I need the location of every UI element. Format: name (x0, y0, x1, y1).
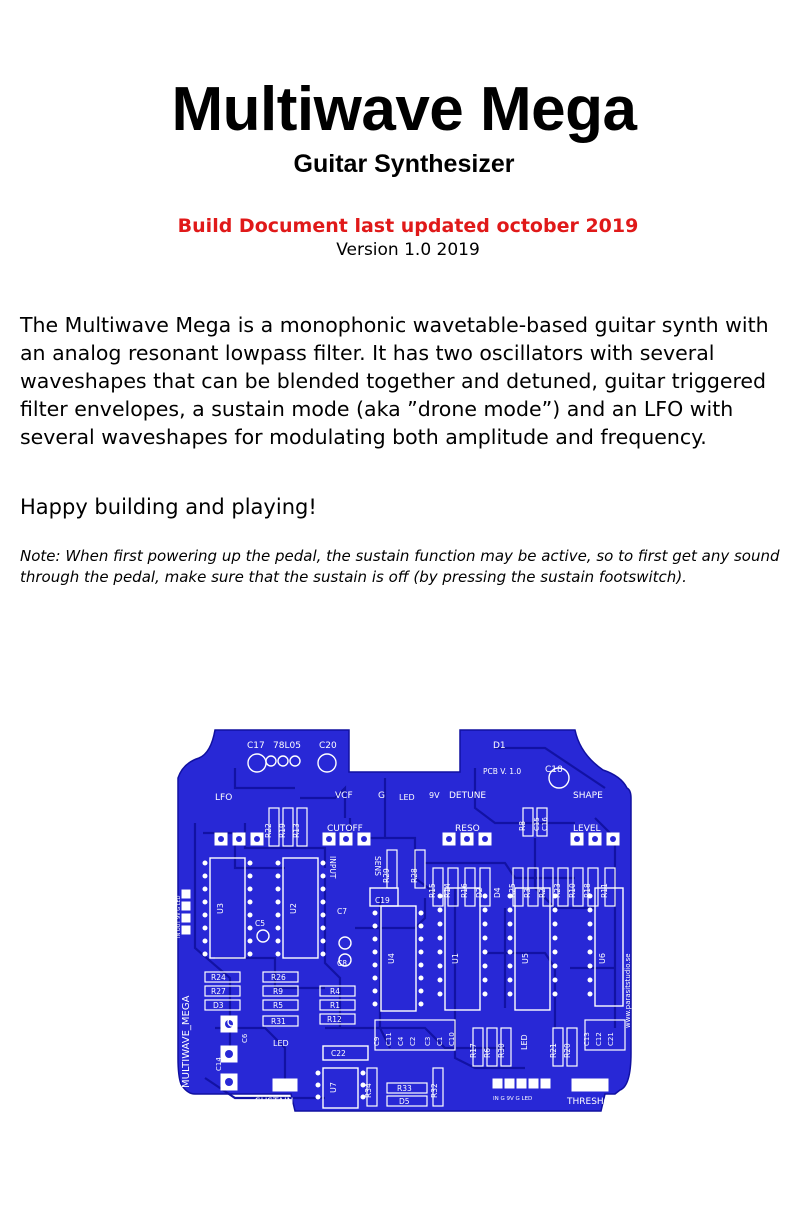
label-c2: C2 (409, 1036, 417, 1046)
label-u7: U7 (329, 1082, 338, 1093)
label-r4: R4 (330, 987, 340, 996)
label-level: LEVEL (573, 824, 601, 834)
label-c4: C4 (397, 1036, 405, 1046)
label-r2: R2 (538, 888, 547, 898)
label-c6: C6 (241, 1033, 249, 1043)
label-led-left: LED (273, 1039, 289, 1048)
label-r28: R28 (410, 868, 419, 883)
label-d5: D5 (399, 1097, 410, 1106)
label-r10: R10 (568, 883, 577, 898)
label-r25: R25 (508, 883, 517, 898)
label-r24: R24 (211, 973, 226, 982)
label-9v: 9V (429, 791, 440, 800)
label-r11: R11 (600, 883, 609, 898)
label-r21: R21 (549, 1043, 558, 1058)
label-r12: R12 (327, 1015, 342, 1024)
label-d4: D4 (493, 887, 502, 898)
label-website: www.parasitstudio.se (624, 953, 632, 1028)
power-up-note: Note: When first powering up the pedal, the sustain function may be active, so to first get any sound through the pedal, make sure that the sustain is off (by pressing the sustain footswitch). (20, 547, 780, 586)
label-reso: RESO (455, 824, 480, 834)
label-78l05: 78L05 (273, 741, 301, 751)
label-c13: C13 (583, 1032, 591, 1046)
last-updated-notice: Build Document last updated october 2019 (177, 215, 639, 237)
label-pcb-version: PCB V. 1.0 (483, 767, 522, 776)
label-led-bottom: LED (520, 1034, 529, 1050)
label-bottom-header: IN G 9V G LED (493, 1096, 533, 1102)
label-c11: C11 (385, 1032, 393, 1046)
label-r22: R22 (264, 823, 273, 838)
label-c18: C18 (545, 765, 563, 775)
label-d1: D1 (493, 741, 506, 751)
label-c8: C8 (337, 959, 348, 968)
label-u6: U6 (598, 953, 607, 964)
label-c16: C16 (541, 817, 549, 831)
label-side-header: IN OUT 9V G LED (176, 895, 182, 938)
document-subtitle: Guitar Synthesizer (293, 150, 515, 178)
label-u3: U3 (216, 903, 225, 914)
label-sens: SENS (373, 856, 382, 876)
label-r1: R1 (330, 1001, 340, 1010)
label-c7: C7 (337, 907, 348, 916)
label-c22: C22 (331, 1049, 346, 1058)
happy-building-text: Happy building and playing! (20, 495, 317, 519)
label-detune: DETUNE (449, 791, 487, 801)
label-r19: R19 (278, 823, 287, 838)
description-paragraph: The Multiwave Mega is a monophonic wavetable-based guitar synth with an analog resonant lowpass filter. It has two oscillators with several waveshapes that can be blended together and detuned, guitar triggered filter envelopes, a sustain mode (aka ”drone mode”) and an LFO with several waveshapes for modulating both amplitude and frequency. (20, 313, 769, 449)
label-c20: C20 (319, 741, 337, 751)
label-c1: C1 (436, 1036, 444, 1046)
label-r16: R16 (460, 883, 469, 898)
label-r27: R27 (211, 987, 226, 996)
label-c5: C5 (255, 919, 266, 928)
label-r23: R23 (553, 883, 562, 898)
label-r33: R33 (397, 1084, 412, 1093)
label-d3: D3 (213, 1001, 224, 1010)
label-u2: U2 (289, 903, 298, 914)
label-c17: C17 (247, 741, 265, 751)
label-c14: C14 (215, 1057, 223, 1071)
label-c3: C3 (424, 1036, 432, 1046)
label-vcf: VCF (335, 791, 353, 801)
label-c10: C10 (448, 1032, 456, 1046)
label-threshold: THRESHOLD (567, 1097, 623, 1107)
label-g: G (378, 791, 385, 801)
label-r30: R30 (497, 1043, 506, 1058)
label-r26: R26 (271, 973, 286, 982)
label-c19: C19 (375, 896, 390, 905)
label-r3: R3 (523, 888, 532, 898)
label-u5: U5 (521, 953, 530, 964)
label-r6: R6 (483, 1048, 492, 1058)
label-r9: R9 (273, 987, 283, 996)
label-r8: R8 (518, 821, 527, 831)
label-r32: R32 (430, 1083, 439, 1098)
label-c15: C15 (533, 817, 541, 831)
label-u1: U1 (451, 953, 460, 964)
label-r31: R31 (271, 1017, 286, 1026)
label-r13: R13 (292, 823, 301, 838)
label-c12: C12 (595, 1032, 603, 1046)
label-r14: R14 (443, 883, 452, 898)
label-c21: C21 (607, 1032, 615, 1046)
document-title: Multiwave Mega (171, 75, 637, 144)
label-r18: R18 (583, 883, 592, 898)
label-cutoff: CUTOFF (327, 824, 363, 834)
label-r20: R20 (563, 1043, 572, 1058)
pcb-layout-image (175, 728, 645, 1113)
label-r34: R34 (364, 1083, 373, 1098)
label-r17: R17 (469, 1043, 478, 1058)
version-text: Version 1.0 2019 (336, 240, 480, 260)
label-brand: MULTIWAVE_MEGA (181, 995, 192, 1088)
label-u4: U4 (387, 953, 396, 964)
label-input: INPUT (328, 856, 337, 879)
label-sustain: SUSTAIN (255, 1097, 294, 1107)
label-r15: R15 (428, 883, 437, 898)
label-r29: R29 (382, 868, 391, 883)
label-shape: SHAPE (573, 791, 603, 801)
label-lfo: LFO (215, 793, 233, 803)
label-led-top: LED (399, 793, 415, 802)
label-c9: C9 (373, 1036, 381, 1046)
label-d2: D2 (475, 887, 484, 898)
label-r5: R5 (273, 1001, 283, 1010)
